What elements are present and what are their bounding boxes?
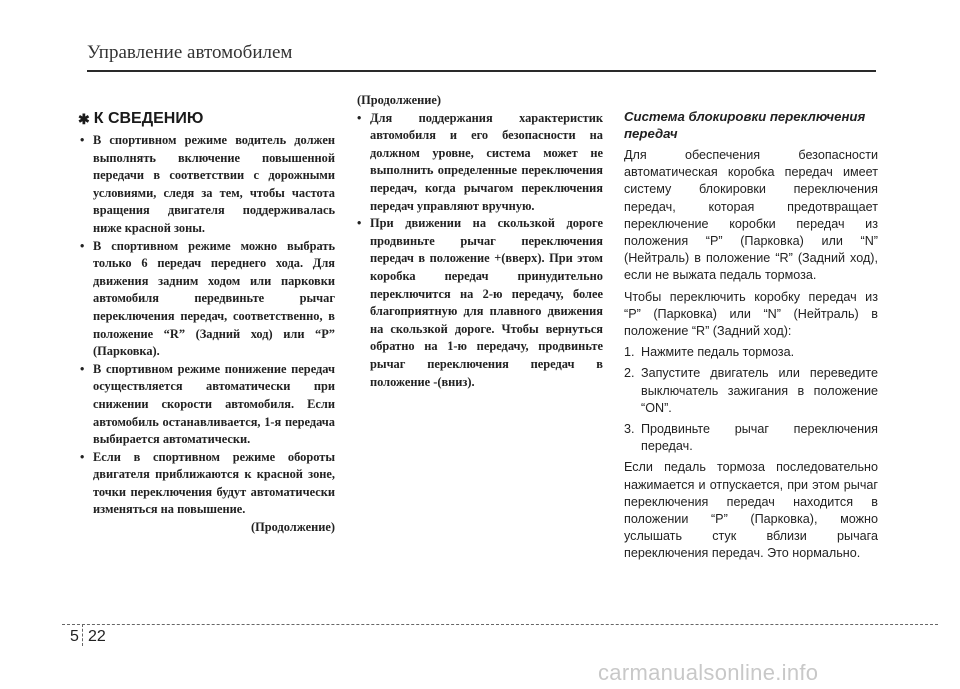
list-item: • Для поддержания характеристик автомобиля и его безопасности на должном уровне, система может не выполнить определенные переключения передач, когда рычагом переключения передач управляют вручную. [357,110,603,213]
caution-list-continued [355,110,603,392]
footer-divider [62,624,938,625]
list-item: • В спортивном режиме водитель должен выполнять включение повышенной передачи в соответствии с дорожными условиями, следя за тем, чтобы частота вращения двигателя поддерживалась ниже красной зоны. [80,133,335,235]
interlock-note: Если педаль тормоза последовательно нажимается и отпускается, при этом рычаг переключения передач находится в положении “P” (Парковка), можно услышать стук вблизи рычага переключения передач. Это нормально. [624,460,878,561]
column-1 [78,110,335,537]
continued-label-top: (Продолжение) [357,93,441,107]
page-header-title: Управление автомобилем [87,42,293,63]
interlock-intro: Для обеспечения безопасности автоматическая коробка передач имеет систему блокировки переключения передач, которая предотвращает переключение коробки передач из положения “P” (Парковка) или “N” (Нейтраль) в положение “R” (Задний ход), если не выжата педаль тормоза. [624,148,878,283]
column-2 [355,92,603,391]
page-number-separator [82,624,83,646]
asterisk-icon: ✱ [78,110,90,127]
interlock-title: Система блокировки переключения передач [624,109,866,141]
continued-label: (Продолжение) [251,520,335,535]
interlock-steps [624,344,878,455]
list-item: 1. Нажмите педаль тормоза. [624,345,795,360]
caution-list [78,132,335,519]
list-item: • В спортивном режиме можно выбрать только 6 передач переднего хода. Для движения задним ходом или парковки автомобиля передвиньте рычаг переключения передач, соответственно, в положение “R” (Задний ход) или “P” (Парковка). [80,238,335,359]
caution-title-text: К СВЕДЕНИЮ [93,110,204,127]
page-number: 22 [88,628,106,645]
list-item: 3. Продвиньте рычаг переключения передач. [624,422,878,454]
chapter-number: 5 [70,628,79,645]
list-item: • При движении на скользкой дороге продвиньте рычаг переключения передач в положение +(вверх). При этом коробка передач принудительно переключится на 2-ю передачу, более благоприятную для плавного движения на скользкой дороге. Чтобы вернуться обратно на 1-ю передачу, продвиньте рычаг переключения передач в положение -(вниз). [357,216,603,389]
header-divider [87,70,876,72]
watermark: carmanualsonline.info [598,660,819,685]
column-3 [624,108,878,567]
list-item: • Если в спортивном режиме обороты двигателя приближаются к красной зоне, точки переключения будут автоматически изменяться на повышение. [80,449,335,517]
list-item: • В спортивном режиме понижение передач осуществляется автоматически при снижении скорости автомобиля. Если автомобиль останавливается, 1-я передача выбирается автоматически. [80,361,335,447]
interlock-steps-intro: Чтобы переключить коробку передач из “P” (Парковка) или “N” (Нейтраль) в положение “R” (Задний ход): [624,289,878,339]
list-item: 2. Запустите двигатель или переведите выключатель зажигания в положение “ON”. [624,366,878,415]
caution-title [78,110,335,128]
